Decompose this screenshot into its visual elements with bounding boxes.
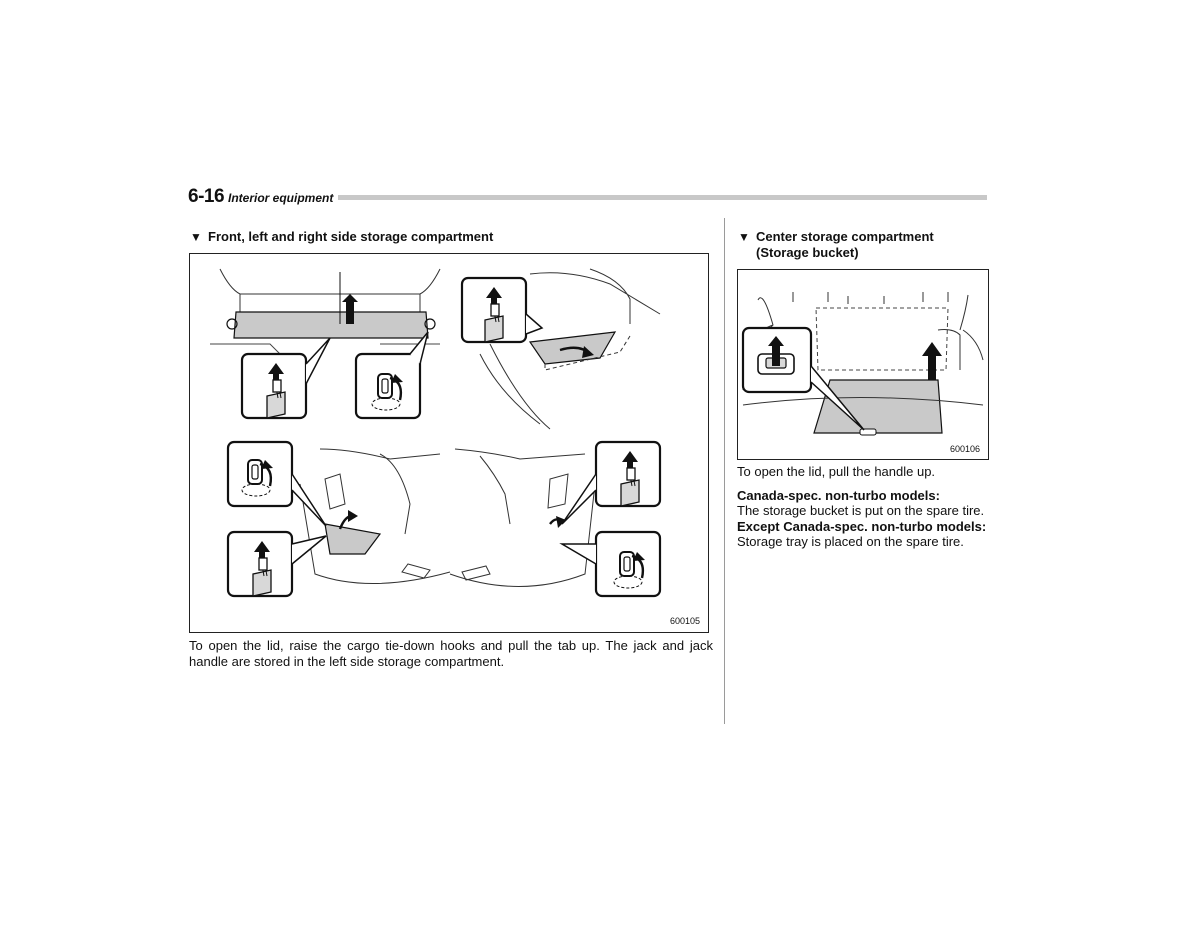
- figure-id-600105: 600105: [669, 616, 700, 626]
- panel-rear-cargo-cover: [210, 269, 440, 418]
- left-paragraph: To open the lid, raise the cargo tie-down hooks and pull the tab up. The jack and jack handle are stored in the left side storage compartment.: [189, 638, 713, 669]
- side-compartments-illustration: [190, 254, 708, 632]
- note2-text: Storage tray is placed on the spare tire.: [737, 534, 964, 549]
- right-heading: [738, 229, 986, 261]
- note1-text: The storage bucket is put on the spare tire.: [737, 503, 985, 518]
- right-intro: To open the lid, pull the handle up.: [737, 464, 936, 479]
- section-title: Interior equipment: [228, 191, 334, 205]
- triangle-marker-icon: ▼: [738, 230, 750, 244]
- header-rule: [338, 195, 987, 200]
- column-divider: [724, 218, 725, 724]
- figure-id-600106: 600106: [949, 444, 980, 454]
- right-text-block: [737, 464, 987, 550]
- right-heading-text: Center storage compartment (Storage bucket): [756, 229, 934, 260]
- page-header: [188, 186, 987, 210]
- left-heading: [190, 229, 710, 245]
- figure-side-compartments: [189, 253, 709, 633]
- note2-title: Except Canada-spec. non-turbo models:: [737, 518, 987, 534]
- triangle-marker-icon: ▼: [190, 230, 202, 244]
- panel-left-compartment: [228, 442, 450, 596]
- center-compartment-illustration: [738, 270, 988, 459]
- panel-right-compartment: [450, 442, 660, 596]
- note1-title: Canada-spec. non-turbo models:: [737, 487, 940, 503]
- panel-cargo-floor-lid: [462, 269, 660, 429]
- page-number: 6-16: [188, 186, 225, 207]
- figure-center-compartment: [737, 269, 989, 460]
- left-heading-text: Front, left and right side storage compartment: [208, 229, 494, 244]
